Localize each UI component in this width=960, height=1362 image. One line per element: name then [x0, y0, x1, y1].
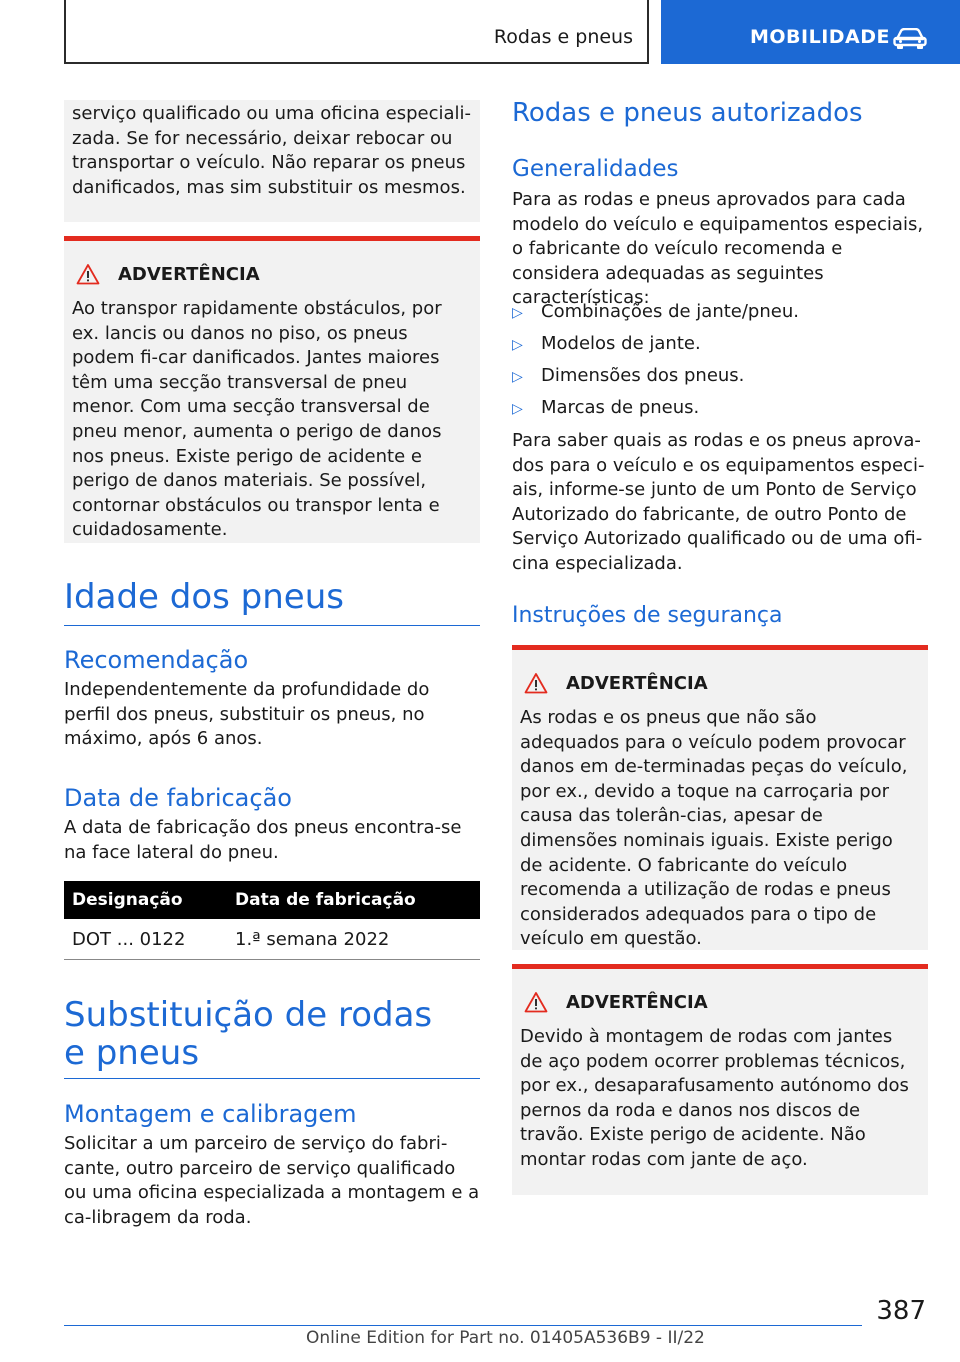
mounting-text: Solicitar a um parceiro de serviço do fabri-cante, outro parceiro de serviço qualificado ou uma oficina especializada a montagem e a ca-libragem da roda.: [64, 1133, 480, 1228]
table-cell-date: 1.ª semana 2022: [227, 919, 480, 960]
edition-footer[interactable]: Online Edition for Part no. 01405A536B9 - II/22: [306, 1328, 705, 1348]
footer-divider: [64, 1325, 862, 1326]
manufacture-date-title: Data de fabricação: [64, 784, 292, 812]
mounting-title: Montagem e calibragem: [64, 1100, 357, 1128]
warning1-title: ADVERTÊNCIA: [118, 263, 260, 285]
warning2-box: [512, 650, 928, 950]
list-item: [512, 332, 928, 356]
list-item: [512, 300, 928, 324]
chapter-label: MOBILIDADE: [750, 26, 891, 48]
recommendation-text: Independentemente da profundidade do perfil dos pneus, substituir os pneus, no máximo, após 6 anos.: [64, 679, 430, 750]
approval-info-text: Para saber quais as rodas e os pneus aprova-dos para o veículo e os equipamentos especi-ais, informe-se junto de um Ponto de Serviço Autorizado do fabricante, de outro Ponto de Serviço Autorizado qualificado ou de uma ofi-cina especializada.: [512, 430, 925, 574]
intro-note-text: serviço qualificado ou uma oficina especiali-zada. Se for necessário, deixar rebocar ou transportar o veículo. Não reparar os pneus danificados, mas sim substituir os mesmos.: [72, 103, 472, 198]
table-row: [64, 919, 480, 960]
chapter-tab[interactable]: [661, 0, 960, 64]
warning1-box: [64, 241, 480, 543]
section-title: Rodas e pneus: [493, 26, 633, 48]
manufacture-date-table: [64, 881, 480, 960]
approved-wheels-title: Rodas e pneus autorizados: [512, 98, 863, 128]
list-item-text: Combinações de jante/pneu.: [541, 301, 799, 322]
replacement-title: Substituição de rodas e pneus: [64, 995, 433, 1073]
list-item: [512, 364, 928, 388]
general-text: Para as rodas e pneus aprovados para cada modelo do veículo e equipamentos especiais, o fabricante do veículo recomenda e considera adequadas as seguintes características:: [512, 189, 924, 309]
table-header-designation: Designação: [64, 881, 227, 919]
divider: [64, 625, 480, 626]
tire-age-title: Idade dos pneus: [64, 577, 344, 617]
triangle-bullet-icon: ▷: [512, 305, 523, 321]
table-header-date: Data de fabricação: [227, 881, 480, 919]
recommendation-title: Recomendação: [64, 646, 249, 674]
warning3-box: [512, 969, 928, 1195]
warning-triangle-icon: [524, 991, 548, 1013]
car-icon: [893, 28, 927, 50]
table-header-row: [64, 881, 480, 919]
list-item: [512, 396, 928, 420]
warning3-text: Devido à montagem de rodas com jantes de aço podem ocorrer problemas técnicos, por ex., desaparafusamento autónomo dos pernos da roda e danos nos discos de travão. Existe perigo de acidente. Não montar rodas com jante de aço.: [520, 1026, 909, 1170]
warning2-header: [512, 650, 928, 694]
intro-note-box: [64, 100, 480, 222]
warning1-text: Ao transpor rapidamente obstáculos, por ex. lancis ou danos no piso, os pneus podem fi-car danificados. Jantes maiores têm uma secção transversal de pneu menor. Com uma secção transversal de pneu menor, aumenta o perigo de danos nos pneus. Existe perigo de acidente e perigo de danos materiais. Se possível, contornar obstáculos ou transpor lenta e cuidadosamente.: [72, 298, 442, 541]
page-number: 387: [876, 1296, 926, 1326]
warning1-header: [64, 241, 480, 285]
divider: [64, 1078, 480, 1079]
triangle-bullet-icon: ▷: [512, 369, 523, 385]
warning-triangle-icon: [524, 672, 548, 694]
general-title: Generalidades: [512, 156, 679, 182]
warning2-text: As rodas e os pneus que não são adequados para o veículo podem provocar danos em de-terminadas peças do veículo, por ex., devido a toque na carroçaria por causa das tolerân-cias, apesar de dimensões nominais iguais. Existe perigo de acidente. O fabricante do veículo recomenda a utilização de rodas e pneus considerados adequados para o tipo de veículo em questão.: [520, 707, 908, 950]
table-cell-designation: DOT ... 0122: [64, 919, 227, 960]
safety-instructions-title: Instruções de segurança: [512, 603, 783, 628]
warning-triangle-icon: [76, 263, 100, 285]
approved-features-list: [512, 300, 928, 420]
triangle-bullet-icon: ▷: [512, 401, 523, 417]
list-item-text: Modelos de jante.: [541, 333, 701, 354]
list-item-text: Marcas de pneus.: [541, 397, 700, 418]
list-item-text: Dimensões dos pneus.: [541, 365, 745, 386]
manufacture-date-text: A data de fabricação dos pneus encontra-se na face lateral do pneu.: [64, 817, 462, 863]
header-section-box: [64, 0, 649, 64]
warning2-title: ADVERTÊNCIA: [566, 672, 708, 694]
warning3-header: [512, 969, 928, 1013]
triangle-bullet-icon: ▷: [512, 337, 523, 353]
warning3-title: ADVERTÊNCIA: [566, 991, 708, 1013]
